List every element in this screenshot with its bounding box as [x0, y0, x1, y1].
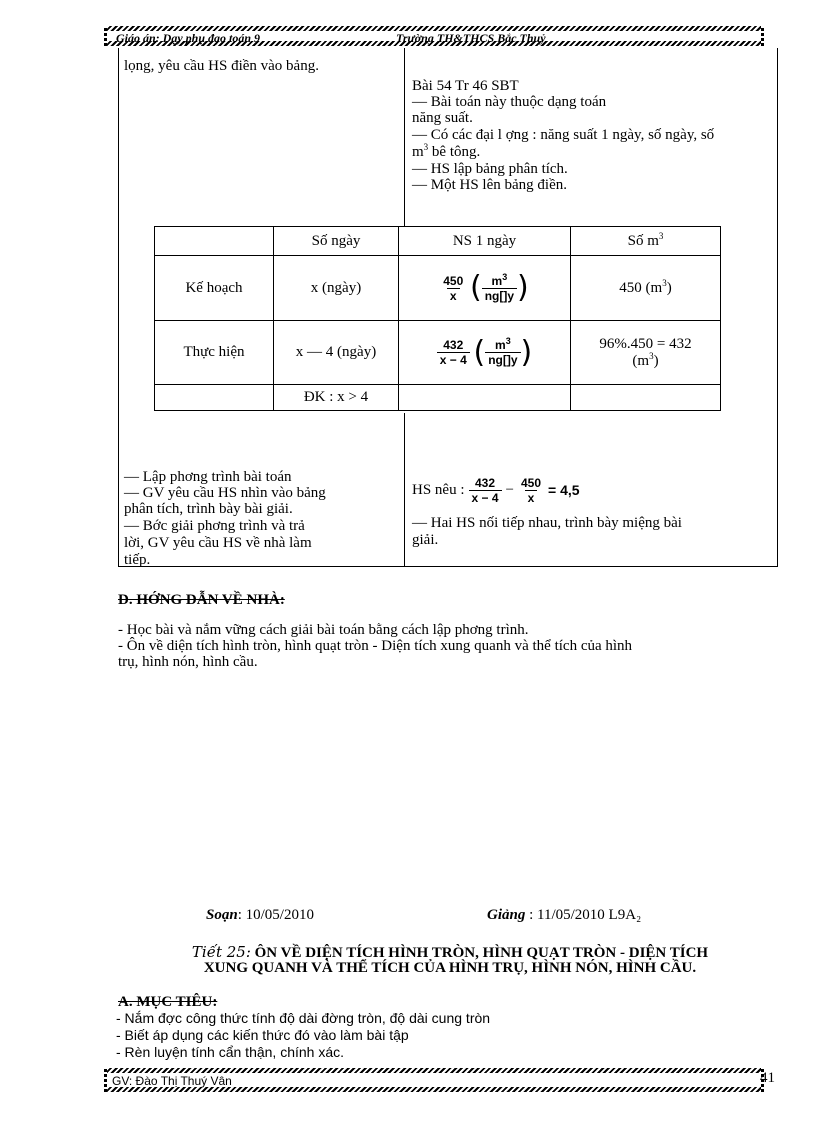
header-school: Trường TH&THCS Bắc Thuỷ	[396, 31, 546, 45]
table-header-row	[155, 227, 721, 256]
total-cell: 96%.450 = 432 $(m^3)$	[571, 321, 721, 385]
header-title: Giáo án: Dạy phụ đạo toán 9	[116, 31, 261, 45]
note-line: — Bài toán này thuộc dạng toán	[412, 94, 607, 110]
teacher-name: GV: Đào Thị Thuý Vân	[112, 1074, 232, 1088]
header-cell	[155, 227, 274, 256]
note-line: — HS lập bảng phân tích.	[412, 161, 568, 177]
student-note: — Hai HS nối tiếp nhau, trình bày miệng bài	[412, 515, 682, 531]
frame-bottom	[118, 566, 778, 567]
total-cell: 450 $(m^3)$	[571, 256, 721, 321]
exercise-ref: Bài 54 Tr 46 SBT	[412, 78, 519, 94]
fraction: $\frac{432}{x - 4}$	[469, 476, 502, 505]
fraction: $\frac{450}{x}$	[443, 273, 464, 303]
page-number: 41	[760, 1070, 775, 1086]
page-footer	[104, 1068, 775, 1092]
note-line: — Một HS lên bảng điền.	[412, 177, 567, 193]
analysis-table	[154, 226, 721, 411]
objective-line: - Rèn luyện tính cẩn thận, chính xác.	[116, 1044, 345, 1060]
table-row	[155, 321, 721, 385]
objective-line: - Biết áp dụng các kiến thức đó vào làm bài tập	[116, 1027, 409, 1043]
productivity-cell: $\frac{432}{x - 4}$ ( $\frac{m^3}{ng[]y}$ )	[399, 321, 571, 385]
row-label: Thực hiện	[155, 321, 274, 385]
frame-mid-top	[404, 48, 405, 226]
empty-cell	[399, 385, 571, 411]
days-cell: x (ngày)	[274, 256, 399, 321]
student-note: giải.	[412, 532, 439, 548]
frame-mid-bottom	[404, 413, 405, 566]
homework-line: - Ôn về diện tích hình tròn, hình quạt tròn - Diện tích xung quanh và thể tích của hình	[118, 638, 633, 654]
days-cell: x — 4 (ngày)	[274, 321, 399, 385]
condition-cell: ĐK : x > 4	[274, 385, 399, 411]
note-line: năng suất.	[412, 110, 473, 126]
productivity-cell: $\frac{450}{x}$ ( $\frac{m^3}{ng[]y}$ )	[399, 256, 571, 321]
section-a-title: A. MỤC TIÊU:	[118, 994, 218, 1010]
empty-cell	[571, 385, 721, 411]
table-row	[155, 385, 721, 411]
header-cell: NS 1 ngày	[399, 227, 571, 256]
header-cell: Số ngày	[274, 227, 399, 256]
fraction: $\frac{432}{x - 4}$	[437, 338, 470, 367]
top-left-text: lọng, yêu cầu HS điền vào bảng.	[124, 58, 319, 74]
empty-cell	[155, 385, 274, 411]
header-cell: Số $m^3$	[571, 227, 721, 256]
frame-left	[118, 48, 119, 566]
fraction: $\frac{450}{x}$	[521, 475, 542, 505]
frame-right	[777, 48, 778, 566]
teach-date: Giảng : 11/05/2010 L9A₂	[487, 907, 642, 923]
teacher-step: — Bớc giải phơng trình và trả	[124, 518, 305, 534]
homework-line: trụ, hình nón, hình cầu.	[118, 654, 258, 670]
teacher-step: lời, GV yêu cầu HS về nhà làm	[124, 535, 312, 551]
prepare-date: Soạn: 10/05/2010	[206, 907, 314, 923]
teacher-step: — GV yêu cầu HS nhìn vào bảng	[124, 485, 326, 501]
teacher-step: tiếp.	[124, 552, 151, 566]
note-line: $m^3$ bê tông.	[412, 142, 481, 160]
section-d-title: D. HỚNG DẪN VỀ NHÀ:	[118, 592, 285, 608]
table-row	[155, 256, 721, 321]
objective-line: - Nắm đợc công thức tính độ dài đờng tròn, độ dài cung tròn	[116, 1010, 491, 1026]
teacher-step: — Lập phơng trình bài toán	[124, 469, 292, 485]
unit-fraction: $\frac{m^3}{ng[]y}$	[482, 274, 517, 303]
lesson-title-line2: XUNG QUANH VÀ THỂ TÍCH CỦA HÌNH TRỤ, HÌNH NÓN, HÌNH CẦU.	[203, 960, 697, 976]
page-header	[104, 26, 764, 46]
lesson-title: Tiết 25: ÔN VỀ DIỆN TÍCH HÌNH TRÒN, HÌNH QUẠT TRÒN - DIỆN TÍCH	[191, 943, 709, 961]
homework-line: - Học bài và nắm vững cách giải bài toán bằng cách lập phơng trình.	[118, 622, 529, 638]
row-label: Kế hoạch	[155, 256, 274, 321]
note-line: — Có các đại l ợng : năng suất 1 ngày, số ngày, số	[412, 127, 715, 143]
teacher-step: phân tích, trình bày bài giải.	[124, 501, 293, 517]
unit-fraction: $\frac{m^3}{ng[]y}$	[485, 338, 520, 367]
student-equation: HS nêu : $\frac{432}{x - 4}$ − $\frac{450}{x}$ = 4,5	[412, 475, 580, 505]
